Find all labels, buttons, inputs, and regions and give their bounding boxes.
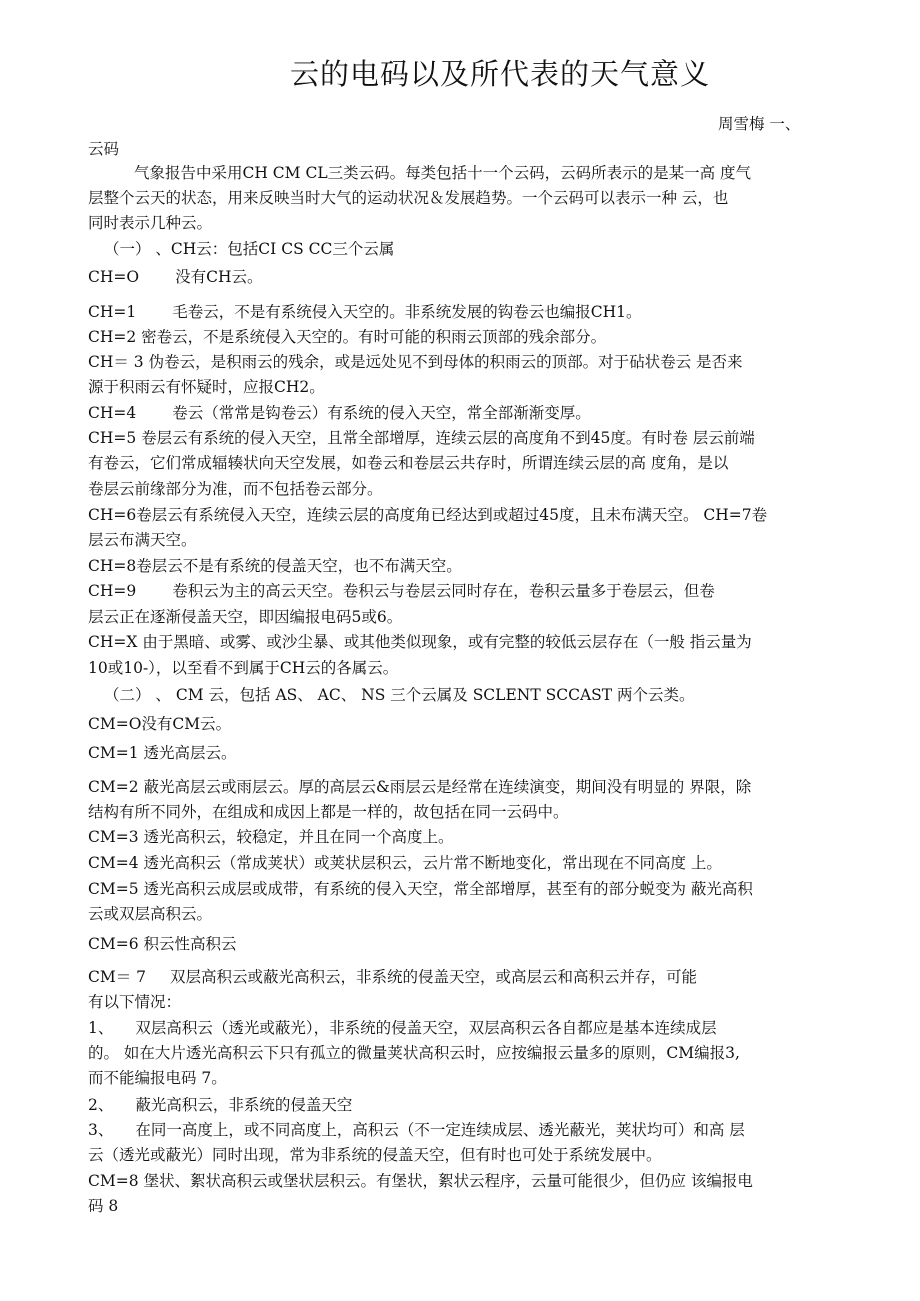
list-text: 在同一高度上，或不同高度上，高积云（不一定连续成层、透光蔽光，荚状均可）和高 层 xyxy=(135,1121,745,1139)
section-heading: 云码 xyxy=(88,140,120,158)
code-line: 码 8 xyxy=(88,1197,119,1215)
code-line xyxy=(88,581,715,601)
code-line: 结构有所不同外，在组成和成因上都是一样的，故包括在同一云码中。 xyxy=(88,803,569,821)
list-item-continued: 云（透光或蔽光）同时出现，常为非系统的侵盖天空，但有时也可处于系统发展中。 xyxy=(88,1146,662,1164)
code-line: CM=1 透光高层云。 xyxy=(88,744,237,762)
list-item-continued: 而不能编报电码 7。 xyxy=(88,1069,227,1087)
code-line: CM=4 透光高积云（常成荚状）或荚状层积云，云片常不断地变化，常出现在不同高度 上。 xyxy=(88,854,722,872)
code-line: CM=3 透光高积云，较稳定，并且在同一个高度上。 xyxy=(88,828,454,846)
code-line: 层云正在逐渐侵盖天空，即因编报电码5或6。 xyxy=(88,608,403,626)
list-number: 2、 xyxy=(88,1096,114,1114)
list-item xyxy=(88,1018,717,1038)
list-text: 蔽光高积云，非系统的侵盖天空 xyxy=(135,1096,353,1114)
list-item xyxy=(88,1120,745,1140)
code-line: CH=X 由于黑暗、或雾、或沙尘暴、或其他类似现象，或有完整的较低云层存在（一般 指云量为 xyxy=(88,633,752,651)
code-line: CH=8卷层云不是有系统的侵盖天空，也不布满天空。 xyxy=(88,557,462,575)
code-label: CH=1 xyxy=(88,303,137,321)
paragraph-line: 同时表示几种云。 xyxy=(88,214,213,232)
code-line: 有以下情况： xyxy=(88,993,182,1011)
document-title: 云的电码以及所代表的天气意义 xyxy=(289,57,710,91)
code-line: 有卷云，它们常成辐辏状向天空发展，如卷云和卷层云共存时，所谓连续云层的高 度角，是以 xyxy=(88,454,729,472)
code-text: 卷积云为主的高云天空。卷积云与卷层云同时存在，卷积云量多于卷层云，但卷 xyxy=(172,582,715,600)
code-line: CH=2 密卷云，不是系统侵入天空的。有时可能的积雨云顶部的残余部分。 xyxy=(88,328,607,346)
list-item-continued: 的。 如在大片透光高积云下只有孤立的微量荚状高积云时，应按编报云量多的原则，CM编报3, xyxy=(88,1044,740,1062)
code-text: 卷云（常常是钩卷云）有系统的侵入天空，常全部渐渐变厚。 xyxy=(172,404,591,422)
code-line: 源于积雨云有怀疑时，应报CH2。 xyxy=(88,378,325,396)
code-text: 没有CH云。 xyxy=(175,268,263,286)
code-line: CH=5 卷层云有系统的侵入天空，且常全部增厚，连续云层的高度角不到45度。有时卷 层云前端 xyxy=(88,429,755,447)
code-label: CH=9 xyxy=(88,582,137,600)
code-line: CM=6 积云性高积云 xyxy=(88,935,237,953)
code-line: CM=5 透光高积云成层或成带，有系统的侵入天空，常全部增厚，甚至有的部分蜕变为 蔽光高积 xyxy=(88,880,753,898)
code-label: CH=4 xyxy=(88,404,137,422)
list-number: 3、 xyxy=(88,1121,114,1139)
code-line xyxy=(88,267,262,287)
code-line: CH＝ 3 伪卷云，是积雨云的残余，或是远处见不到母体的积雨云的顶部。对于砧状卷云 是否来 xyxy=(88,353,743,371)
subsection-heading: （一） 、CH云：包括CI CS CC三个云属 xyxy=(104,240,395,258)
subsection-heading: （二） 、 CM 云，包括 AS、 AC、 NS 三个云属及 SCLENT SCCAST 两个云类。 xyxy=(104,686,695,704)
code-line: 10或10-），以至看不到属于CH云的各属云。 xyxy=(88,659,399,677)
code-line xyxy=(88,302,641,322)
list-text: 双层高积云（透光或蔽光），非系统的侵盖天空，双层高积云各自都应是基本连续成层 xyxy=(135,1019,717,1037)
paragraph-line: 层整个云天的状态，用来反映当时大气的运动状况＆发展趋势。一个云码可以表示一种 云，也 xyxy=(88,189,729,207)
code-line: CM=2 蔽光高层云或雨层云。厚的高层云&雨层云是经常在连续演变，期间没有明显的 界限，除 xyxy=(88,778,752,796)
author-line: 周雪梅 一、 xyxy=(718,115,801,133)
code-line: CH=6卷层云有系统侵入天空，连续云层的高度角已经达到或超过45度，且未布满天空。 CH=7卷 xyxy=(88,506,768,524)
code-line: CM=8 堡状、絮状高积云或堡状层积云。有堡状，絮状云程序，云量可能很少，但仍应 该编报电 xyxy=(88,1172,753,1190)
code-line: 层云布满天空。 xyxy=(88,531,197,549)
code-label: CM＝ 7 xyxy=(88,968,147,986)
list-number: 1、 xyxy=(88,1019,114,1037)
list-item xyxy=(88,1095,352,1115)
code-line xyxy=(88,967,697,987)
paragraph-line: 气象报告中采用CH CM CL三类云码。每类包括十一个云码，云码所表示的是某一高 度气 xyxy=(134,164,752,182)
code-line xyxy=(88,403,591,423)
code-line: 云或双层高积云。 xyxy=(88,905,213,923)
code-text: 毛卷云，不是有系统侵入天空的。非系统发展的钩卷云也编报CH1。 xyxy=(172,303,642,321)
code-label: CH=O xyxy=(88,268,140,286)
code-line: 卷层云前缘部分为准，而不包括卷云部分。 xyxy=(88,480,383,498)
code-text: 双层高积云或蔽光高积云，非系统的侵盖天空，或高层云和高积云并存，可能 xyxy=(170,968,698,986)
code-line: CM=O没有CM云。 xyxy=(88,715,232,733)
